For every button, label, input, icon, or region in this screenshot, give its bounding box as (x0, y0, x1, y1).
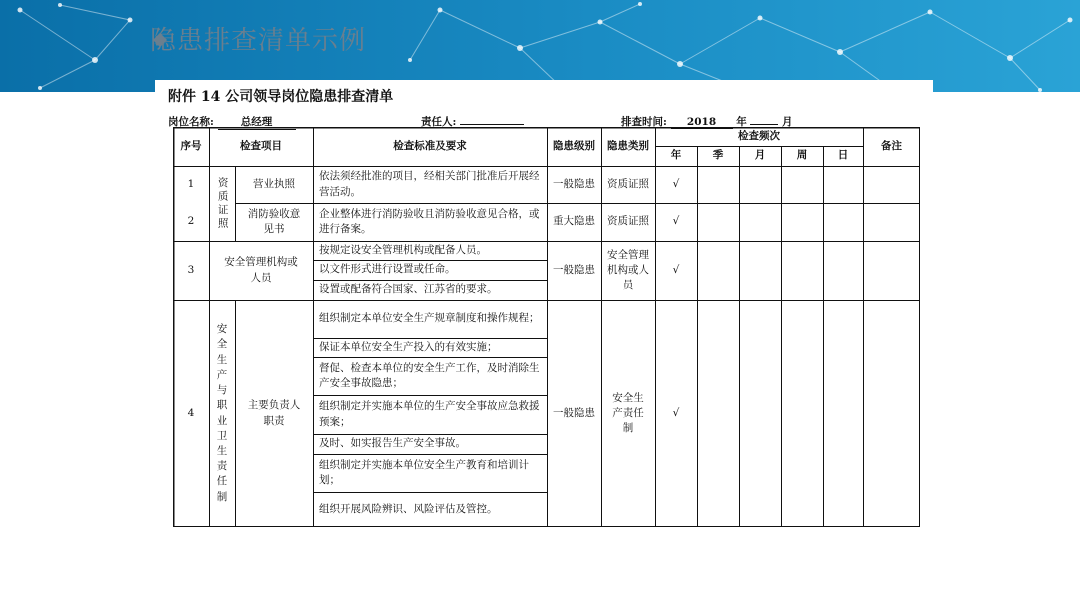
row-4-standard-5: 及时、如实报告生产安全事故。 (319, 437, 466, 450)
month-value (750, 124, 778, 125)
header-no: 序号 (180, 139, 202, 152)
header-freq-day: 日 (837, 149, 849, 162)
row-2-item: 消防验收意见书 (247, 207, 301, 235)
row-4-level: 一般隐患 (553, 406, 595, 419)
year-unit: 年 (736, 116, 747, 128)
row-3-no: 3 (187, 263, 195, 276)
document-title: 附件 14 公司领导岗位隐患排查清单 (168, 89, 394, 105)
row-4-standard-7: 组织开展风险辨识、风险评估及管控。 (319, 502, 498, 515)
row-4-standard-2: 保证本单位安全生产投入的有效实施； (319, 340, 498, 353)
header-level: 隐患级别 (553, 139, 595, 152)
row-1-level: 一般隐患 (553, 177, 595, 190)
row-4-standard-6: 组织制定并实施本单位安全生产教育和培训计划； (319, 458, 529, 486)
row-4-item: 主要负责人职责 (247, 399, 301, 427)
row-4-standard-4: 组织制定并实施本单位的生产安全事故应急救援预案； (319, 400, 540, 428)
row-1-item: 营业执照 (253, 177, 295, 190)
header-category: 隐患类别 (607, 139, 649, 152)
owner-label: 责任人: (421, 116, 457, 128)
row-3-standard-2: 以文件形式进行设置或任命。 (319, 263, 456, 276)
post-value: 总经理 (218, 114, 296, 130)
row-2-no: 2 (187, 215, 195, 228)
year-value: 2018 (671, 116, 733, 129)
header-item: 检查项目 (240, 139, 282, 152)
row-4-category: 安全生产责任制 (612, 391, 644, 435)
row-2-level: 重大隐患 (553, 215, 595, 228)
row-3-level: 一般隐患 (553, 263, 595, 276)
header-freq-quarter: 季 (712, 149, 724, 162)
row-1-group: 资质证照 (216, 176, 229, 231)
row-1-standard: 依法须经批准的项目，经相关部门批准后开展经营活动。 (319, 170, 540, 198)
row-4-standard-1: 组织制定本单位安全生产规章制度和操作规程； (319, 312, 540, 325)
row-4-standard-3: 督促、检查本单位的安全生产工作，及时消除生产安全事故隐患； (319, 361, 540, 389)
inspection-table (173, 127, 920, 527)
header-freq-month: 月 (754, 149, 766, 162)
time-label: 排查时间: (621, 116, 667, 128)
slide-title: 隐患排查清单示例 (150, 26, 367, 56)
row-3-category: 安全管理机构或人员 (607, 248, 649, 292)
owner-value (460, 124, 524, 125)
row-1-year-check-icon: √ (672, 177, 680, 190)
month-unit: 月 (782, 116, 793, 128)
header-standard: 检查标准及要求 (393, 139, 467, 152)
header-freq-year: 年 (670, 149, 682, 162)
row-3-standard-1: 按规定设安全管理机构或配备人员。 (319, 243, 487, 256)
row-4-no: 4 (187, 406, 195, 419)
row-1-category: 资质证照 (607, 177, 649, 190)
row-3-standard-3: 设置或配备符合国家、江苏省的要求。 (319, 283, 498, 296)
row-4-year-check-icon: √ (672, 406, 680, 419)
row-2-standard: 企业整体进行消防验收且消防验收意见合格，或进行备案。 (319, 207, 540, 235)
document-page (155, 80, 933, 535)
header-freq-week: 周 (796, 149, 808, 162)
row-2-year-check-icon: √ (672, 215, 680, 228)
post-label: 岗位名称: (168, 116, 214, 128)
row-3-item: 安全管理机构或人员 (224, 256, 298, 284)
row-4-group: 安全生产与职业卫生责任制 (216, 323, 228, 503)
row-2-category: 资质证照 (607, 215, 649, 228)
header-frequency: 检查频次 (738, 129, 780, 142)
row-1-no: 1 (187, 177, 195, 190)
row-3-year-check-icon: √ (672, 263, 680, 276)
header-remark: 备注 (881, 139, 902, 152)
